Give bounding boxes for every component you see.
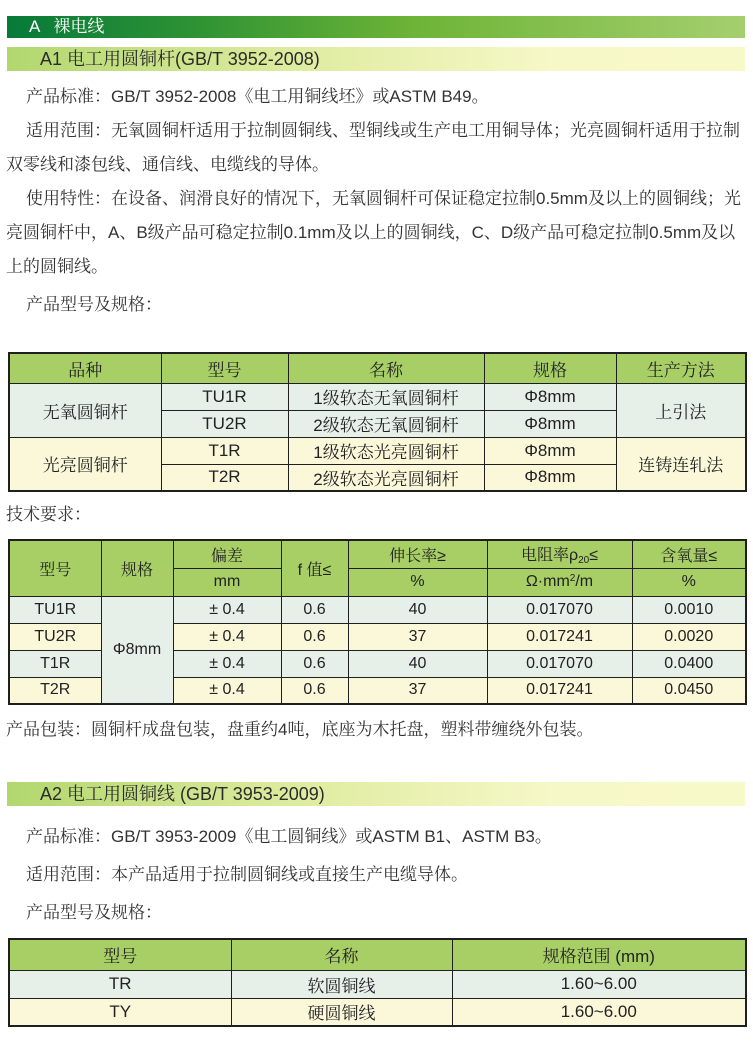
a1-tech-header-row-1 (9, 540, 746, 568)
a1-tech-label: 技术要求： (6, 505, 91, 524)
th-resistivity (487, 540, 632, 568)
th-spec: 规格 (484, 353, 616, 383)
a1-spec-header-row (9, 353, 746, 383)
td-resistivity: 0.017241 (487, 677, 632, 704)
resistivity-label-prefix: 电阻率ρ (520, 547, 579, 565)
th-f-value: f 值≤ (281, 540, 348, 596)
th-model: 型号 (9, 939, 231, 970)
a1-scope-paragraph: 适用范围：无氧圆铜杆适用于拉制圆铜线、型铜线或生产电工用铜导体；光亮圆铜杆适用于拉制双零线和漆包线、通信线、电缆线的导体。 (6, 121, 740, 174)
td-spec: Φ8mm (484, 383, 616, 410)
th-oxygen-unit: % (632, 568, 746, 596)
td-range: 1.60~6.00 (452, 970, 746, 998)
section-a-header-bar (7, 16, 745, 38)
th-oxygen: 含氧量≤ (632, 540, 746, 568)
a1-models-label: 产品型号及规格： (26, 295, 162, 314)
th-deviation: 偏差 (173, 540, 281, 568)
td-spec: Φ8mm (484, 464, 616, 491)
a1-tech-table (8, 539, 747, 705)
section-a-label: A (29, 17, 41, 36)
th-name: 名称 (288, 353, 484, 383)
td-deviation: ± 0.4 (173, 596, 281, 623)
section-a2-title: A2 电工用圆铜线 (GB/T 3953-2009) (40, 784, 325, 804)
td-model: TU1R (9, 596, 101, 623)
td-elongation: 37 (348, 623, 487, 650)
table-row (9, 998, 746, 1026)
td-name: 硬圆铜线 (231, 998, 452, 1026)
td-elongation: 40 (348, 596, 487, 623)
td-oxygen: 0.0010 (632, 596, 746, 623)
td-model: T2R (161, 464, 288, 491)
td-spec: Φ8mm (484, 437, 616, 464)
th-resistivity-unit (487, 568, 632, 596)
section-a1-title: A1 电工用圆铜杆(GB/T 3952-2008) (40, 49, 320, 69)
td-resistivity: 0.017070 (487, 650, 632, 677)
resistivity-unit-suffix: /m (575, 573, 594, 590)
td-model: TU2R (9, 623, 101, 650)
a1-paragraphs (0, 80, 753, 322)
td-model: T1R (9, 650, 101, 677)
th-model: 型号 (9, 540, 101, 596)
section-a-title: 裸电线 (53, 17, 105, 36)
td-category: 光亮圆铜杆 (9, 437, 161, 491)
resistivity-unit-prefix: Ω·mm (525, 573, 570, 590)
resistivity-label-suffix: ≤ (589, 547, 598, 565)
td-f-value: 0.6 (281, 677, 348, 704)
table-row (9, 437, 746, 464)
td-name: 软圆铜线 (231, 970, 452, 998)
a1-standard-paragraph: 产品标准：GB/T 3952-2008《电工用铜线坯》或ASTM B49。 (26, 87, 489, 106)
td-f-value: 0.6 (281, 596, 348, 623)
table-row (9, 970, 746, 998)
a2-scope-paragraph: 适用范围：本产品适用于拉制圆铜线或直接生产电缆导体。 (26, 865, 468, 884)
th-model: 型号 (161, 353, 288, 383)
td-resistivity: 0.017070 (487, 596, 632, 623)
td-model: TU2R (161, 410, 288, 437)
td-name: 2级软态光亮圆铜杆 (288, 464, 484, 491)
th-range: 规格范围 (mm) (452, 939, 746, 970)
td-deviation: ± 0.4 (173, 677, 281, 704)
th-spec: 规格 (101, 540, 173, 596)
resistivity-subscript: 20 (578, 555, 590, 567)
a2-spec-table (8, 938, 747, 1027)
td-method: 上引法 (616, 383, 746, 437)
section-a2-header-bar (7, 782, 745, 806)
td-elongation: 40 (348, 650, 487, 677)
th-name: 名称 (231, 939, 452, 970)
a2-standard-paragraph: 产品标准：GB/T 3953-2009《电工圆铜线》或ASTM B1、ASTM B3。 (26, 827, 552, 846)
td-method: 连铸连轧法 (616, 437, 746, 491)
section-a1-header-bar (7, 47, 745, 71)
table-row (9, 596, 746, 623)
a1-feature-paragraph: 使用特性：在设备、润滑良好的情况下，无氧圆铜杆可保证稳定拉制0.5mm及以上的圆铜线；光亮圆铜杆中，A、B级产品可稳定拉制0.1mm及以上的圆铜线，C、D级产品可稳定拉制0.5mm及以上的圆铜线。 (6, 189, 741, 276)
td-range: 1.60~6.00 (452, 998, 746, 1026)
td-name: 2级软态无氧圆铜杆 (288, 410, 484, 437)
td-model: TR (9, 970, 231, 998)
a2-spec-header-row (9, 939, 746, 970)
th-elongation: 伸长率≥ (348, 540, 487, 568)
td-spec-merged: Φ8mm (101, 596, 173, 704)
table-row (9, 383, 746, 410)
td-model: T1R (161, 437, 288, 464)
td-model: TY (9, 998, 231, 1026)
td-resistivity: 0.017241 (487, 623, 632, 650)
td-deviation: ± 0.4 (173, 623, 281, 650)
th-elongation-unit: % (348, 568, 487, 596)
td-deviation: ± 0.4 (173, 650, 281, 677)
a1-packaging-paragraph: 产品包装：圆铜杆成盘包装，盘重约4吨，底座为木托盘，塑料带缠绕外包装。 (6, 720, 594, 739)
td-model: T2R (9, 677, 101, 704)
resistivity-unit-superscript: 2 (569, 573, 576, 584)
th-deviation-unit: mm (173, 568, 281, 596)
td-category: 无氧圆铜杆 (9, 383, 161, 437)
td-oxygen: 0.0450 (632, 677, 746, 704)
a2-models-label: 产品型号及规格： (26, 903, 162, 922)
td-model: TU1R (161, 383, 288, 410)
td-f-value: 0.6 (281, 650, 348, 677)
td-spec: Φ8mm (484, 410, 616, 437)
td-f-value: 0.6 (281, 623, 348, 650)
td-name: 1级软态无氧圆铜杆 (288, 383, 484, 410)
th-variety: 品种 (9, 353, 161, 383)
th-method: 生产方法 (616, 353, 746, 383)
a1-spec-table (8, 352, 747, 492)
td-elongation: 37 (348, 677, 487, 704)
td-name: 1级软态光亮圆铜杆 (288, 437, 484, 464)
td-oxygen: 0.0020 (632, 623, 746, 650)
td-oxygen: 0.0400 (632, 650, 746, 677)
